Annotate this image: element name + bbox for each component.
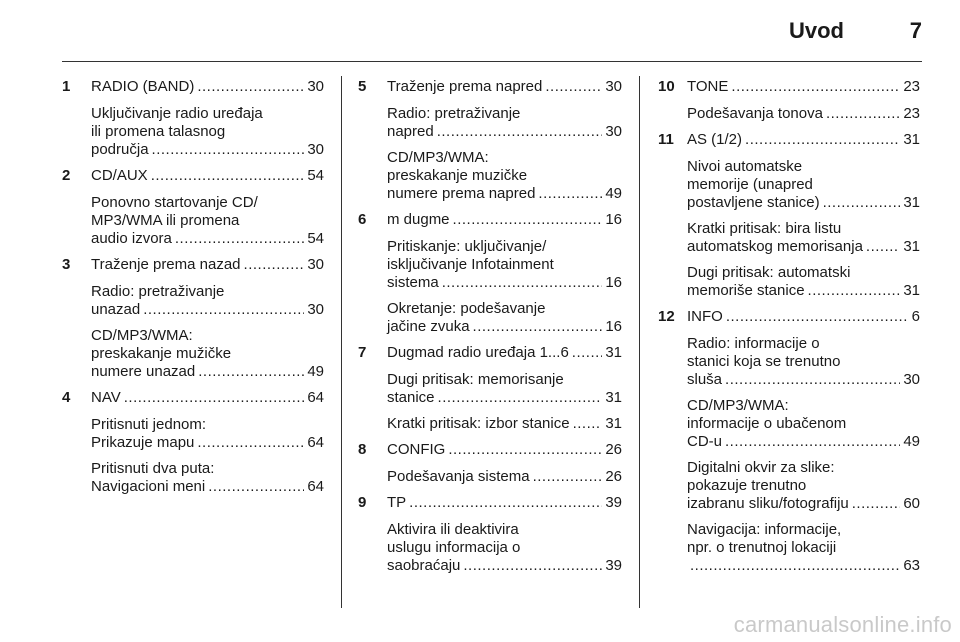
sub-entry-label: sluša: [687, 371, 723, 388]
sub-entry: [91, 105, 324, 159]
sub-entry-text: Radio: pretraživanje: [387, 105, 521, 122]
sub-entry-page: 64: [307, 478, 324, 495]
sub-entry-text: stanici koja se trenutno: [687, 353, 841, 370]
entry-page: 30: [307, 256, 324, 273]
leader-line: [687, 282, 920, 300]
sub-entry-text: preskakanje muzičke: [387, 167, 528, 184]
leader-line: [387, 185, 622, 203]
leader-dots: [572, 344, 603, 362]
sub-entry-text: preskakanje mužičke: [91, 345, 232, 362]
leader-dots: [208, 478, 304, 496]
entry-label: Traženje prema nazad: [91, 256, 241, 273]
leader-dots: [745, 131, 900, 149]
page-header: [0, 0, 960, 62]
entry-label: CONFIG: [387, 441, 446, 458]
sub-entry-text: Okretanje: podešavanje: [387, 300, 546, 317]
entry-page: 31: [903, 131, 920, 148]
leader-dots: [808, 282, 901, 300]
sub-entry: [387, 415, 622, 433]
leader-dots: [545, 78, 602, 96]
sub-entry-text: Ponovno startovanje CD/: [91, 194, 258, 211]
leader-line: [687, 78, 920, 96]
sub-entry-text: Digitalni okvir za slike:: [687, 459, 835, 476]
sub-entry-text: CD/MP3/WMA:: [687, 397, 789, 414]
index-column-3: [658, 78, 920, 583]
sub-entry-label: napred: [387, 123, 434, 140]
entry-label: Dugmad radio uređaja 1...6: [387, 344, 569, 361]
leader-line: [687, 495, 920, 513]
entry-number: 9: [358, 494, 367, 511]
sub-entry-page: 64: [307, 434, 324, 451]
sub-entry-label: memoriše stanice: [687, 282, 805, 299]
sub-entry-page: 30: [605, 123, 622, 140]
sub-entry: [687, 335, 920, 389]
sub-entry-label: Kratki pritisak: izbor stanice: [387, 415, 570, 432]
entry-number: 12: [658, 308, 675, 325]
sub-entry-label: audio izvora: [91, 230, 172, 247]
leader-dots: [533, 468, 603, 486]
sub-entry-page: 30: [307, 301, 324, 318]
leader-line: [91, 78, 324, 96]
sub-entry-page: 16: [605, 318, 622, 335]
sub-entry-text: Pritisnuti jednom:: [91, 416, 207, 433]
leader-line: [91, 478, 324, 496]
leader-dots: [244, 256, 305, 274]
sub-entry-page: 23: [903, 105, 920, 122]
sub-entry-label: postavljene stanice): [687, 194, 820, 211]
sub-entry: [387, 149, 622, 203]
sub-entry-text: informacije o ubačenom: [687, 415, 847, 432]
sub-entry-page: 31: [903, 194, 920, 211]
entry-page: 23: [903, 78, 920, 95]
sub-entry-text: pokazuje trenutno: [687, 477, 807, 494]
index-entry: [62, 78, 324, 159]
entry-number: 4: [62, 389, 71, 406]
index-column-2: [358, 78, 622, 583]
entry-page: 54: [307, 167, 324, 184]
leader-dots: [866, 238, 900, 256]
leader-dots: [198, 363, 304, 381]
sub-entry-text: Dugi pritisak: automatski: [687, 264, 851, 281]
leader-dots: [852, 495, 901, 513]
leader-dots: [151, 167, 305, 185]
sub-entry: [687, 459, 920, 513]
leader-dots: [573, 415, 603, 433]
entry-page: 16: [605, 211, 622, 228]
sub-entry: [687, 521, 920, 575]
entry-label: INFO: [687, 308, 723, 325]
entry-number: 1: [62, 78, 71, 95]
sub-entry-text: Radio: informacije o: [687, 335, 820, 352]
sub-entry: [387, 521, 622, 575]
leader-line: [387, 557, 622, 575]
leader-line: [387, 344, 622, 362]
sub-entry-page: 39: [605, 557, 622, 574]
sub-entry-page: 49: [903, 433, 920, 450]
leader-dots: [437, 123, 603, 141]
sub-entry-text: Kratki pritisak: bira listu: [687, 220, 842, 237]
sub-entry-text: Nivoi automatske: [687, 158, 803, 175]
entry-number: 10: [658, 78, 675, 95]
sub-entry: [687, 158, 920, 212]
section-title: Uvod: [789, 18, 844, 43]
leader-dots: [453, 211, 603, 229]
leader-line: [687, 371, 920, 389]
sub-entry-text: memorije (unapred: [687, 176, 813, 193]
sub-entry: [91, 327, 324, 381]
leader-dots: [725, 433, 900, 451]
entry-label: AS (1/2): [687, 131, 743, 148]
sub-entry: [387, 238, 622, 292]
sub-entry-label: sistema: [387, 274, 439, 291]
leader-dots: [823, 194, 901, 212]
entry-page: 64: [307, 389, 324, 406]
leader-line: [91, 141, 324, 159]
header-rule: [62, 61, 922, 62]
leader-dots: [442, 274, 603, 292]
column-divider-1: [341, 76, 342, 608]
sub-entry-page: 31: [903, 238, 920, 255]
entry-label: TONE: [687, 78, 729, 95]
index-entry: [358, 211, 622, 336]
leader-dots: [438, 389, 603, 407]
entry-number: 3: [62, 256, 71, 273]
leader-dots: [124, 389, 305, 407]
sub-entry-label: jačine zvuka: [387, 318, 470, 335]
sub-entry-text: isključivanje Infotainment: [387, 256, 554, 273]
leader-dots: [826, 105, 900, 123]
entry-page: 26: [605, 441, 622, 458]
leader-line: [687, 131, 920, 149]
sub-entry-page: 16: [605, 274, 622, 291]
leader-dots: [448, 441, 602, 459]
sub-entry-text: Radio: pretraživanje: [91, 283, 225, 300]
entry-label: Traženje prema napred: [387, 78, 543, 95]
leader-line: [687, 105, 920, 123]
leader-dots: [409, 494, 602, 512]
sub-entry-page: 54: [307, 230, 324, 247]
leader-dots: [152, 141, 305, 159]
leader-line: [687, 238, 920, 256]
sub-entry-page: 31: [605, 389, 622, 406]
leader-dots: [538, 185, 602, 203]
sub-entry: [91, 283, 324, 319]
sub-entry-text: CD/MP3/WMA:: [387, 149, 489, 166]
leader-line: [387, 123, 622, 141]
sub-entry: [387, 468, 622, 486]
sub-entry-label: unazad: [91, 301, 141, 318]
entry-label: NAV: [91, 389, 121, 406]
sub-entry: [387, 371, 622, 407]
leader-line: [387, 274, 622, 292]
page-number: 7: [909, 18, 922, 43]
entry-label: RADIO (BAND): [91, 78, 195, 95]
index-entry: [62, 256, 324, 381]
sub-entry: [687, 105, 920, 123]
sub-entry-text: CD/MP3/WMA:: [91, 327, 193, 344]
sub-entry-page: 26: [605, 468, 622, 485]
index-column-1: [62, 78, 324, 504]
sub-entry: [387, 105, 622, 141]
sub-entry-label: automatskog memorisanja: [687, 238, 863, 255]
entry-number: 8: [358, 441, 367, 458]
sub-entry-label: Podešavanja tonova: [687, 105, 823, 122]
leader-line: [91, 363, 324, 381]
leader-line: [91, 301, 324, 319]
sub-entry-label: Prikazuje mapu: [91, 434, 195, 451]
leader-dots: [463, 557, 602, 575]
leader-line: [387, 415, 622, 433]
sub-entry-label: područja: [91, 141, 149, 158]
index-entry: [358, 441, 622, 486]
sub-entry-text: Aktivira ili deaktivira: [387, 521, 519, 538]
leader-dots: [473, 318, 603, 336]
leader-dots: [197, 434, 304, 452]
sub-entry-text: MP3/WMA ili promena: [91, 212, 240, 229]
sub-entry: [687, 220, 920, 256]
sub-entry: [387, 300, 622, 336]
sub-entry-label: CD-u: [687, 433, 723, 450]
sub-entry-label: numere prema napred: [387, 185, 536, 202]
sub-entry-text: ili promena talasnog: [91, 123, 226, 140]
sub-entry-text: uslugu informacija o: [387, 539, 521, 556]
leader-line: [687, 308, 920, 326]
leader-line: [687, 433, 920, 451]
entry-page: 30: [307, 78, 324, 95]
entry-page: 6: [911, 308, 920, 325]
leader-line: [91, 389, 324, 407]
sub-entry-text: Dugi pritisak: memorisanje: [387, 371, 564, 388]
sub-entry-label: stanice: [387, 389, 435, 406]
sub-entry: [687, 264, 920, 300]
sub-entry-text: Pritisnuti dva puta:: [91, 460, 215, 477]
sub-entry-text: Pritiskanje: uključivanje/: [387, 238, 547, 255]
sub-entry-label: Podešavanja sistema: [387, 468, 530, 485]
entry-label: TP: [387, 494, 407, 511]
entry-page: 30: [605, 78, 622, 95]
entry-number: 2: [62, 167, 71, 184]
index-entry: [358, 344, 622, 433]
entry-number: 5: [358, 78, 367, 95]
leader-line: [687, 557, 920, 575]
entry-page: 31: [605, 344, 622, 361]
sub-entry-page: 31: [903, 282, 920, 299]
entry-page: 39: [605, 494, 622, 511]
leader-dots: [175, 230, 304, 248]
sub-entry-page: 49: [605, 185, 622, 202]
index-entry: [658, 131, 920, 300]
entry-number: 11: [658, 131, 674, 148]
sub-entry: [91, 460, 324, 496]
entry-label: CD/AUX: [91, 167, 148, 184]
leader-line: [387, 78, 622, 96]
sub-entry-label: numere unazad: [91, 363, 196, 380]
leader-line: [387, 468, 622, 486]
sub-entry-page: 31: [605, 415, 622, 432]
entry-number: 6: [358, 211, 367, 228]
leader-line: [91, 230, 324, 248]
index-entry: [358, 78, 622, 203]
leader-line: [387, 494, 622, 512]
sub-entry-label: izabranu sliku/fotografiju: [687, 495, 849, 512]
index-entry: [62, 167, 324, 248]
leader-dots: [731, 78, 900, 96]
leader-line: [387, 318, 622, 336]
sub-entry-page: 30: [903, 371, 920, 388]
column-divider-2: [639, 76, 640, 608]
leader-line: [91, 167, 324, 185]
sub-entry-text: npr. o trenutnoj lokaciji: [687, 539, 837, 556]
leader-line: [91, 434, 324, 452]
index-entry: [658, 78, 920, 123]
index-entry: [62, 389, 324, 496]
sub-entry-label: Navigacioni meni: [91, 478, 206, 495]
leader-dots: [726, 308, 909, 326]
sub-entry: [91, 194, 324, 248]
index-entry: [358, 494, 622, 575]
sub-entry-label: saobraćaju: [387, 557, 461, 574]
watermark: carmanualsonline.info: [733, 612, 952, 637]
sub-entry-page: 49: [307, 363, 324, 380]
leader-dots: [143, 301, 304, 319]
leader-line: [687, 194, 920, 212]
entry-label: m dugme: [387, 211, 450, 228]
sub-entry: [91, 416, 324, 452]
entry-number: 7: [358, 344, 367, 361]
leader-line: [387, 211, 622, 229]
leader-dots: [725, 371, 900, 389]
sub-entry-text: Uključivanje radio uređaja: [91, 105, 263, 122]
sub-entry: [687, 397, 920, 451]
leader-line: [91, 256, 324, 274]
leader-dots: [197, 78, 304, 96]
leader-dots: [690, 557, 900, 575]
leader-line: [387, 441, 622, 459]
leader-line: [387, 389, 622, 407]
index-entry: [658, 308, 920, 575]
sub-entry-page: 30: [307, 141, 324, 158]
sub-entry-text: Navigacija: informacije,: [687, 521, 842, 538]
sub-entry-page: 60: [903, 495, 920, 512]
sub-entry-page: 63: [903, 557, 920, 574]
